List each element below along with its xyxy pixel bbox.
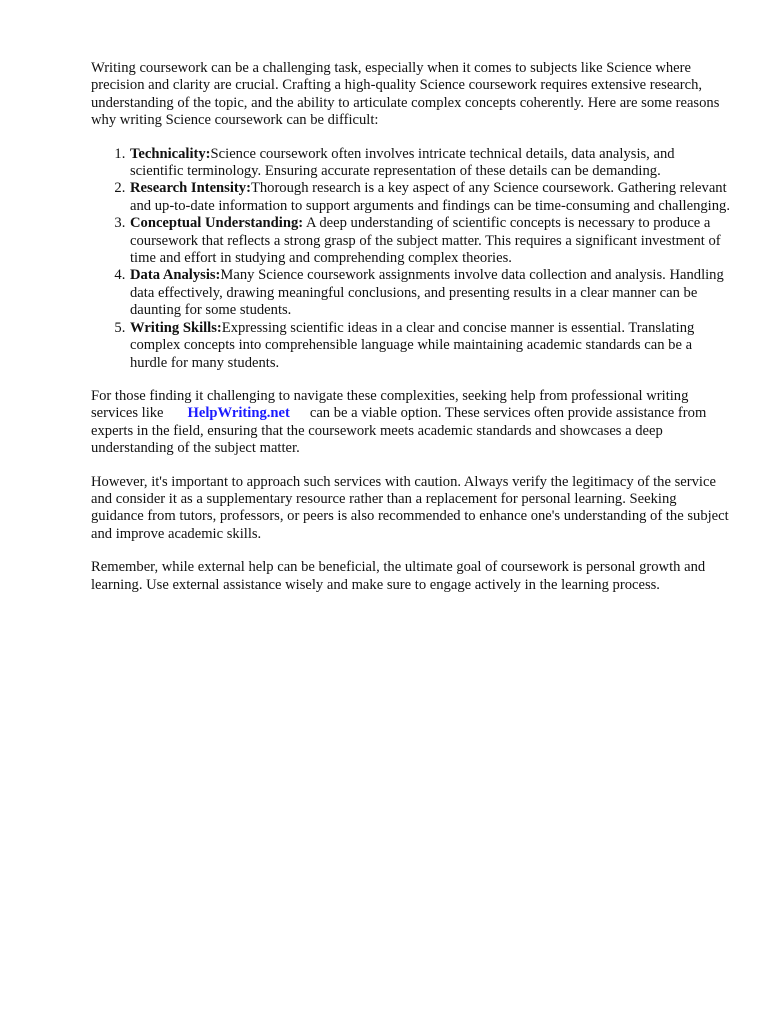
reason-text: Expressing scientific ideas in a clear and concise manner is essential. Translating complex concepts into comprehensible language while maintaining academic standards can be a hurdle for many students. [130,319,695,371]
document-page [91,60,731,610]
reason-term: Conceptual Understanding: [130,215,304,232]
help-text-before: For those finding it challenging to navigate these complexities, seeking help from professional writing services like [91,387,689,422]
reason-term: Research Intensity: [130,180,251,197]
help-text-after: can be a viable option. These services often provide assistance from experts in the field, ensuring that the coursework meets academic standards and showcases a deep understanding of the subject matter. [91,405,707,457]
reasons-list [91,146,731,372]
list-item [129,320,731,372]
reason-term: Technicality: [130,145,211,162]
list-item [129,146,731,181]
helpwriting-link[interactable]: HelpWriting.net [187,405,290,422]
list-item [129,180,731,215]
list-item [129,267,731,319]
caution-paragraph: However, it's important to approach such services with caution. Always verify the legitimacy of the service and consider it as a supplementary resource rather than a replacement for personal learning. Seeking guidance from tutors, professors, or peers is also recommended to enhance one's understanding of the subject and improve academic skills. [91,473,729,542]
reason-text: Science coursework often involves intricate technical details, data analysis, and scientific terminology. Ensuring accurate representation of these details can be demanding. [130,145,675,180]
reason-term: Writing Skills: [130,319,222,336]
reason-text: A deep understanding of scientific concepts is necessary to produce a coursework that reflects a strong grasp of the subject matter. This requires a significant investment of time and effort in studying and comprehending complex theories. [130,215,721,267]
reason-term: Data Analysis: [130,267,221,284]
help-paragraph [91,388,731,458]
closing-paragraph: Remember, while external help can be beneficial, the ultimate goal of coursework is personal growth and learning. Use external assistance wisely and make sure to engage actively in the learning process. [91,559,706,593]
reason-text: Many Science coursework assignments involve data collection and analysis. Handling data effectively, drawing meaningful conclusions, and presenting results in a clear manner can be daunting for some students. [130,267,724,319]
reason-text: Thorough research is a key aspect of any Science coursework. Gathering relevant and up-to-date information to support arguments and findings can be time-consuming and challenging. [130,180,730,214]
list-item [129,215,731,267]
intro-paragraph: Writing coursework can be a challenging task, especially when it comes to subjects like Science where precision and clarity are crucial. Crafting a high-quality Science coursework requires extensive research, understanding of the topic, and the ability to articulate complex concepts coherently. Here are some reasons why writing Science coursework can be difficult: [91,60,720,129]
